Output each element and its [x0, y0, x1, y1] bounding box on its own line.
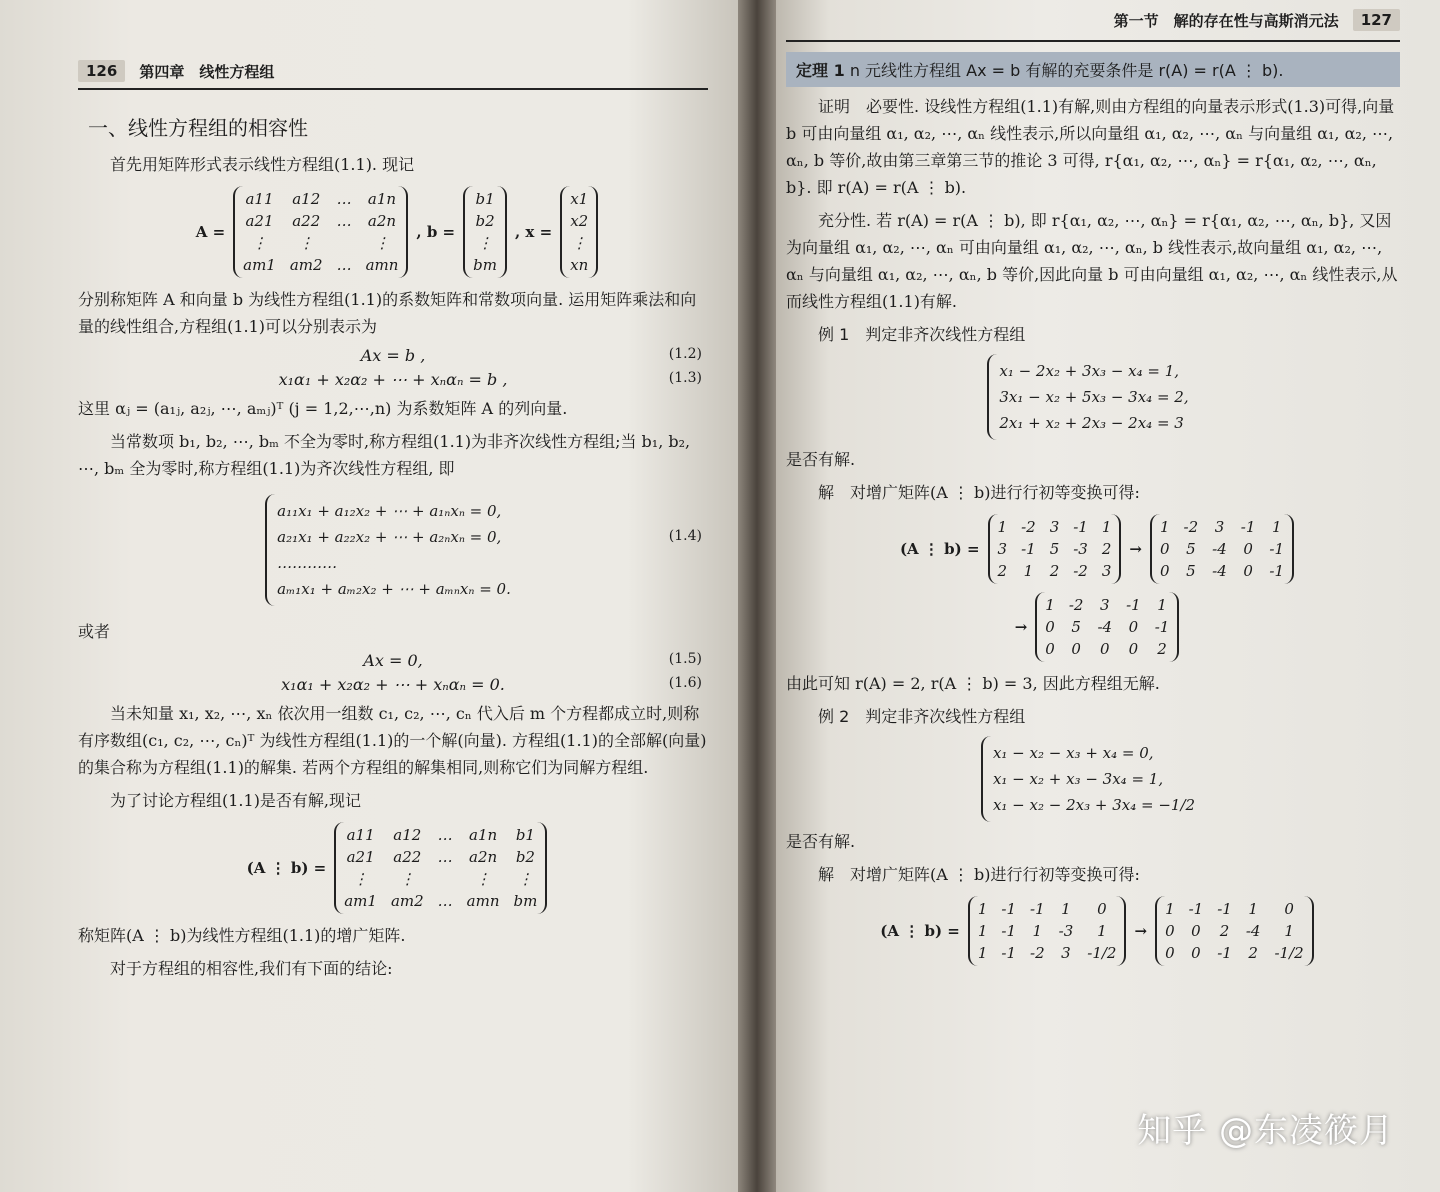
example-title: 例 1 判定非齐次线性方程组: [818, 325, 1026, 344]
matrix-entry: 0: [1097, 900, 1107, 918]
matrix-entry: 2: [1219, 922, 1230, 940]
vector-b-label: , b =: [416, 223, 456, 241]
matrix-entry: …: [336, 212, 352, 230]
augmented-label: (A ⋮ b) =: [899, 540, 980, 558]
matrix-entry: -2: [1021, 518, 1036, 536]
matrix: [1035, 592, 1179, 662]
matrix-entry: -1: [1073, 518, 1088, 536]
section-title: 一、线性方程组的相容性: [88, 116, 308, 140]
matrix-entry: x2: [570, 212, 589, 230]
homogeneous-system: [265, 494, 521, 606]
equation: [78, 346, 708, 365]
paragraph: 分别称矩阵 A 和向量 b 为线性方程组(1.1)的系数矩阵和常数项向量. 运用矩阵乘法和向量的线性组合,方程组(1.1)可以分别表示为: [78, 290, 697, 336]
matrix-entry: -1: [1269, 562, 1285, 580]
solution: [786, 861, 1400, 888]
matrix-entry: 0: [1071, 640, 1081, 658]
left-page-number: 126: [78, 60, 125, 82]
solution-label: 解: [818, 483, 835, 502]
matrix-entry: -1: [1030, 900, 1045, 918]
matrix-entry: 1: [1165, 900, 1175, 918]
right-page-number: 127: [1353, 9, 1400, 31]
matrix-entry: a21: [346, 848, 375, 866]
matrix-entry: 1: [997, 518, 1008, 536]
matrix-entry: -4: [1212, 540, 1227, 558]
paragraph: 首先用矩阵形式表示线性方程组(1.1). 现记: [110, 155, 415, 174]
equation-line: 2x₁ + x₂ + 2x₃ − 2x₄ = 3: [999, 414, 1184, 432]
equation-number: (1.3): [668, 370, 702, 386]
paragraph: 这里 αⱼ = (a₁ⱼ, a₂ⱼ, ⋯, aₘⱼ)ᵀ (j = 1,2,⋯,n) 为系数矩阵 A 的列向量.: [78, 399, 568, 418]
equation: [78, 675, 708, 694]
coefficient-matrix: [233, 186, 408, 278]
matrix-entry: am2: [289, 256, 323, 274]
solution-text: 对增广矩阵(A ⋮ b)进行行初等变换可得:: [850, 483, 1140, 502]
matrix-entry: 1: [977, 922, 988, 940]
matrix-entry: a11: [245, 190, 274, 208]
matrix-entry: -4: [1212, 562, 1227, 580]
matrix-entry: -3: [1073, 540, 1088, 558]
matrix-entry: 5: [1186, 540, 1196, 558]
equation-line: …………: [277, 554, 338, 572]
example-question: 是否有解.: [786, 832, 856, 851]
unknown-vector: [560, 186, 598, 278]
matrix-entry: am1: [243, 256, 276, 274]
matrix-entry: -2: [1068, 596, 1084, 614]
matrix-definitions: [78, 186, 708, 278]
paragraph: 为了讨论方程组(1.1)是否有解,现记: [110, 791, 362, 810]
augmented-matrix: [334, 822, 547, 914]
matrix-entry: a2n: [469, 848, 498, 866]
equation-number: (1.6): [668, 675, 702, 691]
matrix-entry: 1: [1159, 518, 1170, 536]
matrix-entry: [337, 234, 352, 252]
matrix-entry: 0: [1191, 944, 1201, 962]
matrix-entry: a1n: [469, 826, 498, 844]
matrix-entry: -1: [1269, 540, 1285, 558]
watermark: 知乎 @东凌筱月: [1137, 1111, 1394, 1151]
matrix-entry: 3: [997, 540, 1008, 558]
matrix-entry: a22: [393, 848, 422, 866]
matrix: [988, 514, 1122, 584]
matrix-entry: …: [336, 190, 352, 208]
matrix-entry: bm: [513, 892, 538, 910]
matrix-entry: ⋮: [353, 870, 369, 888]
matrix-entry: …: [336, 256, 352, 274]
matrix-entry: 1: [977, 900, 988, 918]
matrix-entry: 2: [1049, 562, 1060, 580]
matrix-entry: ⋮: [571, 234, 587, 252]
matrix-entry: 0: [1165, 944, 1175, 962]
proof-label: 证明: [818, 97, 851, 116]
matrix-entry: 3: [1049, 518, 1060, 536]
matrix-entry: 1: [1284, 922, 1294, 940]
example-title: 例 2 判定非齐次线性方程组: [818, 707, 1026, 726]
equation-number: (1.2): [668, 346, 702, 362]
matrix-entry: -2: [1073, 562, 1088, 580]
equation-line: x₁ − x₂ + x₃ − 3x₄ = 1,: [992, 770, 1164, 788]
matrix-entry: x1: [570, 190, 589, 208]
matrix-entry: 0: [1243, 540, 1253, 558]
equation-text: Ax = b ,: [360, 346, 426, 365]
solution: [786, 479, 1400, 506]
paragraph: 或者: [78, 622, 111, 641]
matrix-entry: …: [437, 848, 453, 866]
matrix-entry: 0: [1099, 640, 1110, 658]
vector-x-label: , x =: [514, 223, 553, 241]
matrix-entry: a12: [292, 190, 321, 208]
matrix-entry: ⋮: [475, 870, 491, 888]
equation-text: Ax = 0,: [363, 651, 423, 670]
matrix-entry: -2: [1030, 944, 1045, 962]
matrix-entry: 1: [1032, 922, 1043, 940]
matrix-entry: a22: [292, 212, 321, 230]
matrix-entry: b1: [475, 190, 495, 208]
matrix-entry: 1: [1248, 900, 1258, 918]
matrix-entry: ⋮: [399, 870, 415, 888]
matrix-entry: 1: [1097, 922, 1107, 940]
matrix-entry: am1: [344, 892, 377, 910]
solution-text: 对增广矩阵(A ⋮ b)进行行初等变换可得:: [850, 865, 1140, 884]
matrix-entry: -1: [1188, 900, 1204, 918]
row-reduction-3: [786, 896, 1400, 966]
row-reduction-2: [786, 592, 1400, 662]
matrix-entry: 5: [1071, 618, 1081, 636]
arrow: →: [1014, 618, 1028, 636]
matrix-entry: a12: [393, 826, 422, 844]
equation: [78, 651, 708, 670]
matrix-entry: 3: [1061, 944, 1071, 962]
augmented-label: (A ⋮ b) =: [880, 922, 960, 940]
matrix-entry: -1: [1126, 596, 1141, 614]
matrix-entry: 3: [1101, 562, 1112, 580]
equation-text: x₁α₁ + x₂α₂ + ⋯ + xₙαₙ = 0.: [281, 675, 505, 694]
equation-line: 3x₁ − x₂ + 5x₃ − 3x₄ = 2,: [999, 388, 1189, 406]
matrix-entry: 1: [1101, 518, 1112, 536]
matrix-entry: amn: [466, 892, 500, 910]
constant-vector: [463, 186, 507, 278]
paragraph: 称矩阵(A ⋮ b)为线性方程组(1.1)的增广矩阵.: [78, 926, 406, 945]
matrix-entry: 0: [1045, 618, 1055, 636]
matrix-entry: …: [437, 826, 453, 844]
matrix-entry: 3: [1214, 518, 1225, 536]
matrix-entry: b2: [475, 212, 495, 230]
matrix-entry: 2: [1157, 640, 1167, 658]
matrix-entry: 2: [1101, 540, 1112, 558]
matrix-entry: 2: [997, 562, 1008, 580]
right-header: [786, 0, 1400, 42]
matrix-entry: 1: [1271, 518, 1282, 536]
theorem-text: n 元线性方程组 Ax = b 有解的充要条件是 r(A) = r(A ⋮ b).: [849, 61, 1284, 80]
equation-line: x₁ − x₂ − x₃ + x₄ = 0,: [992, 744, 1154, 762]
equation-line: aₘ₁x₁ + aₘ₂x₂ + ⋯ + aₘₙxₙ = 0.: [277, 580, 511, 598]
matrix-entry: 0: [1128, 640, 1139, 658]
arrow: →: [1129, 540, 1142, 558]
matrix-entry: amn: [365, 256, 399, 274]
matrix-entry: …: [437, 892, 453, 910]
theorem-box: [786, 52, 1400, 87]
matrix-entry: 5: [1186, 562, 1196, 580]
equation-line: x₁ − 2x₂ + 3x₃ − x₄ = 1,: [999, 362, 1180, 380]
matrix-entry: -1: [1217, 900, 1232, 918]
example-question: 是否有解.: [786, 450, 856, 469]
matrix-entry: a1n: [367, 190, 397, 208]
equation-number: (1.5): [668, 651, 702, 667]
matrix: [1150, 514, 1294, 584]
matrix-entry: -1: [1021, 540, 1036, 558]
equation: [78, 370, 708, 389]
matrix-entry: 3: [1099, 596, 1110, 614]
matrix-entry: -1: [1217, 944, 1232, 962]
matrix-entry: 1: [1061, 900, 1071, 918]
conclusion: 由此可知 r(A) = 2, r(A ⋮ b) = 3, 因此方程组无解.: [786, 674, 1160, 693]
matrix-entry: -1: [1001, 944, 1017, 962]
matrix: [1155, 896, 1314, 966]
matrix-entry: -1/2: [1087, 944, 1117, 962]
matrix-entry: 2: [1248, 944, 1258, 962]
equation-system: [78, 488, 708, 612]
arrow: →: [1134, 922, 1148, 940]
matrix-entry: xn: [570, 256, 589, 274]
theorem-label: 定理 1: [796, 61, 845, 80]
proof-text: 必要性. 设线性方程组(1.1)有解,则由方程组的向量表示形式(1.3)可得,向量 b 可由向量组 α₁, α₂, ⋯, αₙ 线性表示,所以向量组 α₁, α₂, ⋯, αₙ 与向量组 α₁, α₂, ⋯, αₙ, b 等价,故由第三章第三节的推论 3 可得, r{α₁, α₂, ⋯, αₙ} = r{α₁, α₂, ⋯, αₙ, b}. 即 r(A) = r(A ⋮ b).: [786, 97, 1395, 197]
matrix-entry: am2: [390, 892, 424, 910]
matrix-entry: -4: [1097, 618, 1113, 636]
proof-paragraph: 充分性. 若 r(A) = r(A ⋮ b), 即 r{α₁, α₂, ⋯, αₙ} = r{α₁, α₂, ⋯, αₙ, b}, 又因为向量组 α₁, α₂, ⋯, αₙ 可由向量组 α₁, α₂, ⋯, αₙ, b 线性表示,故向量组 α₁, α₂, ⋯, αₙ 与向量组 α₁, α₂, ⋯, αₙ, b 等价,因此向量 b 可由向量组 α₁, α₂, ⋯, αₙ 线性表示,从而线性方程组(1.1)有解.: [786, 211, 1398, 311]
augmented-label: (A ⋮ b) =: [246, 859, 327, 877]
paragraph: 对于方程组的相容性,我们有下面的结论:: [110, 959, 393, 978]
matrix-entry: a2n: [367, 212, 397, 230]
matrix-entry: ⋮: [252, 234, 267, 252]
matrix-entry: ⋮: [298, 234, 314, 252]
matrix-entry: ⋮: [477, 234, 493, 252]
matrix-entry: 0: [1159, 562, 1170, 580]
paragraph: 当常数项 b₁, b₂, ⋯, bₘ 不全为零时,称方程组(1.1)为非齐次线性方程组;当 b₁, b₂, ⋯, bₘ 全为零时,称方程组(1.1)为齐次线性方程组, 即: [78, 432, 691, 478]
matrix-entry: 0: [1128, 618, 1139, 636]
matrix-entry: -4: [1245, 922, 1261, 940]
equation-line: a₁₁x₁ + a₁₂x₂ + ⋯ + a₁ₙxₙ = 0,: [277, 502, 502, 520]
matrix-entry: ⋮: [374, 234, 390, 252]
matrix-entry: -1: [1154, 618, 1170, 636]
matrix-entry: -1: [1240, 518, 1256, 536]
paragraph: 当未知量 x₁, x₂, ⋯, xₙ 依次用一组数 c₁, c₂, ⋯, cₙ 代入后 m 个方程都成立时,则称有序数组(c₁, c₂, ⋯, cₙ)ᵀ 为线性方程组(1.1)的一个解(向量). 方程组(1.1)的全部解(向量)的集合称为方程组(1.1)的解集. 若两个方程组的解集相同,则称它们为同解方程组.: [78, 704, 707, 777]
equation-text: x₁α₁ + x₂α₂ + ⋯ + xₙαₙ = b ,: [278, 370, 508, 389]
matrix-entry: [438, 870, 453, 888]
example-2-system: [981, 736, 1205, 822]
matrix-a-label: A =: [195, 223, 226, 241]
matrix-entry: 0: [1243, 562, 1253, 580]
matrix-entry: bm: [473, 256, 497, 274]
right-page: [776, 0, 1440, 1192]
book-gutter: [738, 0, 776, 1192]
matrix-entry: -2: [1183, 518, 1199, 536]
solution-label: 解: [818, 865, 835, 884]
matrix-entry: -1/2: [1274, 944, 1304, 962]
proof-paragraph: [786, 93, 1400, 201]
matrix-entry: 0: [1045, 640, 1055, 658]
matrix-entry: 0: [1159, 540, 1170, 558]
row-reduction-1: [786, 514, 1400, 584]
chapter-title: 第四章 线性方程组: [139, 62, 275, 81]
section-header: 第一节 解的存在性与高斯消元法: [1113, 11, 1339, 30]
matrix-entry: 0: [1191, 922, 1201, 940]
matrix-entry: a11: [346, 826, 375, 844]
matrix-entry: 1: [1157, 596, 1167, 614]
example-1-system: [987, 354, 1198, 440]
matrix-entry: 0: [1165, 922, 1175, 940]
equation-line: x₁ − x₂ − 2x₃ + 3x₄ = −1/2: [992, 796, 1196, 814]
equation-line: a₂₁x₁ + a₂₂x₂ + ⋯ + a₂ₙxₙ = 0,: [277, 528, 502, 546]
matrix-entry: -1: [1001, 900, 1017, 918]
matrix-entry: 5: [1049, 540, 1060, 558]
matrix-entry: 1: [1045, 596, 1055, 614]
matrix-entry: b2: [515, 848, 535, 866]
matrix-entry: 1: [977, 944, 988, 962]
matrix-entry: -3: [1058, 922, 1074, 940]
matrix-entry: ⋮: [517, 870, 533, 888]
augmented-matrix-definition: [78, 822, 708, 914]
matrix-entry: 1: [1023, 562, 1034, 580]
matrix-entry: -1: [1001, 922, 1017, 940]
matrix-entry: b1: [515, 826, 535, 844]
left-header: [78, 54, 708, 90]
matrix: [968, 896, 1127, 966]
equation-number: (1.4): [668, 528, 702, 544]
matrix-entry: a21: [245, 212, 274, 230]
matrix-entry: 0: [1284, 900, 1294, 918]
